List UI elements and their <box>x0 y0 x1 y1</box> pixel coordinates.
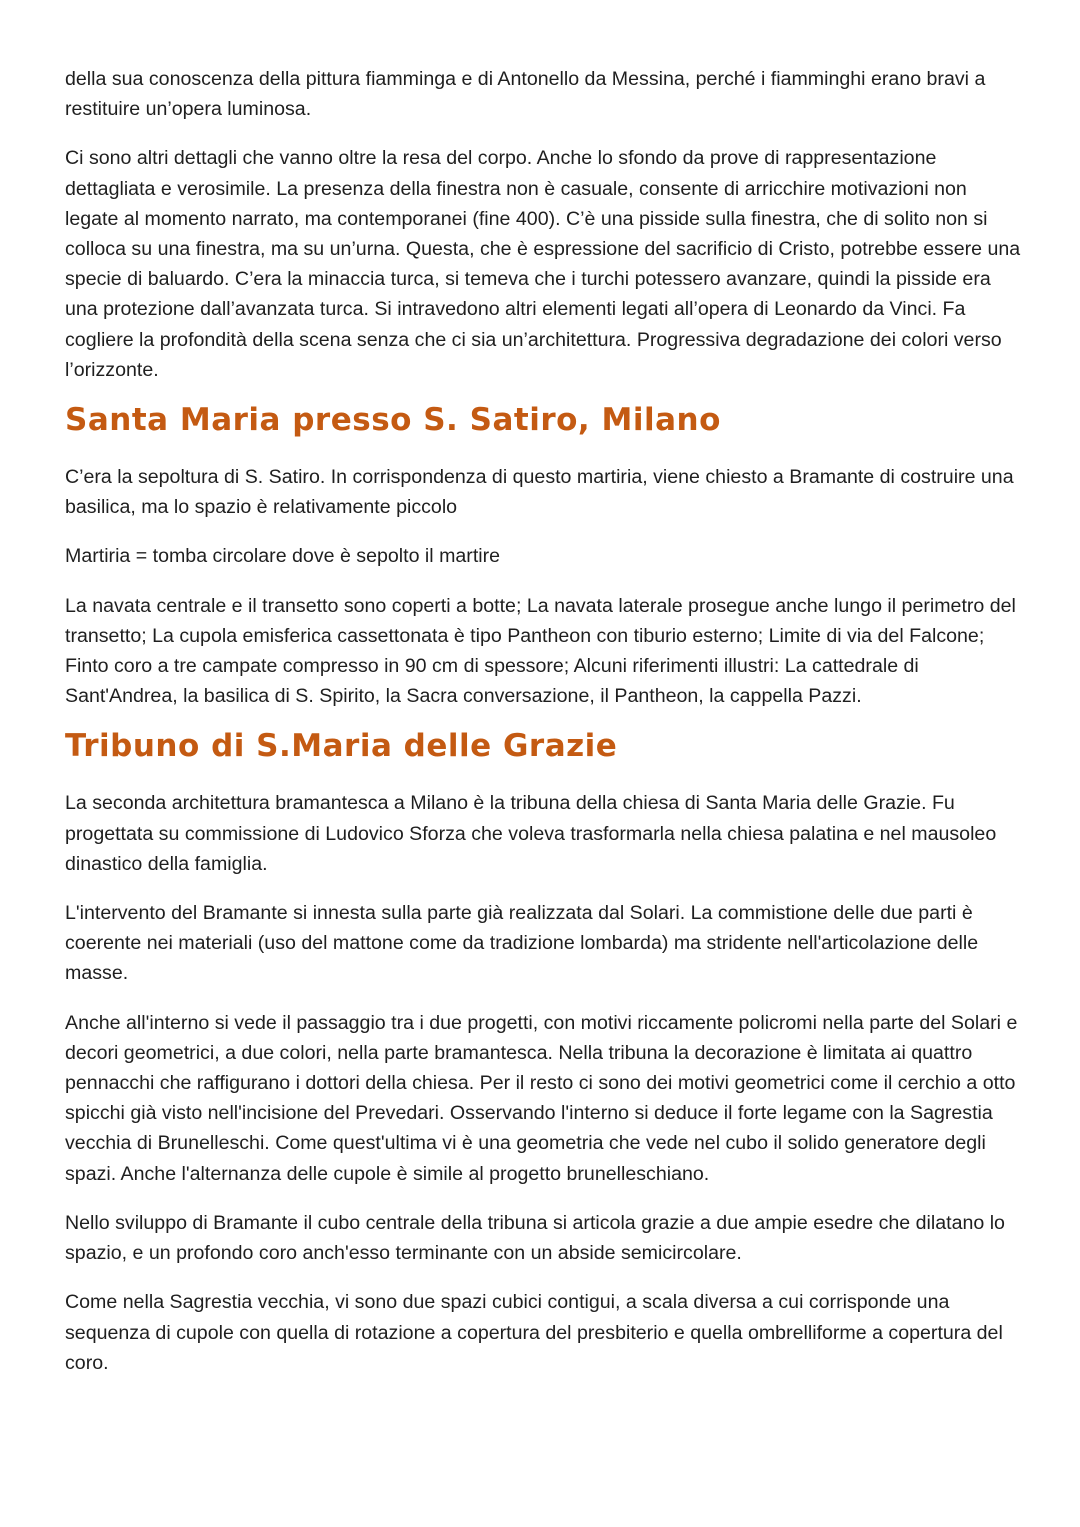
grazie-paragraph-5: Come nella Sagrestia vecchia, vi sono due spazi cubici contigui, a scala diversa a cui corrisponde una sequenza di cupole con quella di rotazione a copertura del presbiterio e quella ombrelliforme a copertura del coro. <box>65 1291 1003 1374</box>
document-page <box>65 64 1025 1397</box>
satiro-paragraph-2: Martiria = tomba circolare dove è sepolto il martire <box>65 545 501 568</box>
intro-paragraph-2: Ci sono altri dettagli che vanno oltre la resa del corpo. Anche lo sfondo da prove di rappresentazione dettagliata e verosimile. La presenza della finestra non è casuale, consente di arricchire motivazioni non legate al momento narrato, ma contemporanei (fine 400). C’è una pisside sulla finestra, che di solito non si colloca su una finestra, ma su un’urna. Questa, che è espressione del sacrificio di Cristo, potrebbe essere una specie di baluardo. C’era la minaccia turca, si temeva che i turchi potessero avanzare, quindi la pisside era una protezione dall’avanzata turca. Si intravedono altri elementi legati all’opera di Leonardo da Vinci. Fa cogliere la profondità della scena senza che ci sia un’architettura. Progressiva degradazione dei colori verso l’orizzonte. <box>65 147 1021 381</box>
satiro-paragraph-3: La navata centrale e il transetto sono coperti a botte; La navata laterale prosegue anche lungo il perimetro del transetto; La cupola emisferica cassettonata è tipo Pantheon con tiburio esterno; Limite di via del Falcone; Finto coro a tre campate compresso in 90 cm di spessore; Alcuni riferimenti illustri: La cattedrale di Sant'Andrea, la basilica di S. Spirito, la Sacra conversazione, il Pantheon, la cappella Pazzi. <box>65 594 1016 708</box>
satiro-paragraph-1: C’era la sepoltura di S. Satiro. In corrispondenza di questo martiria, viene chiesto a Bramante di costruire una basilica, ma lo spazio è relativamente piccolo <box>65 466 1014 519</box>
grazie-paragraph-4: Nello sviluppo di Bramante il cubo centrale della tribuna si articola grazie a due ampie esedre che dilatano lo spazio, e un profondo coro anch'esso terminante con un abside semicircolare. <box>65 1211 1005 1265</box>
section-heading-tribuno-s-maria-delle-grazie: Tribuno di S.Maria delle Grazie <box>65 728 618 765</box>
intro-paragraph-1: della sua conoscenza della pittura fiamminga e di Antonello da Messina, perché i fiamminghi erano bravi a restituire un’opera luminosa. <box>65 68 986 121</box>
section-heading-santa-maria-presso-s-satiro: Santa Maria presso S. Satiro, Milano <box>65 402 721 439</box>
grazie-paragraph-2: L'intervento del Bramante si innesta sulla parte già realizzata dal Solari. La commistione delle due parti è coerente nei materiali (uso del mattone come da tradizione lombarda) ma stridente nell'articolazione delle masse. <box>65 902 979 985</box>
grazie-paragraph-3: Anche all'interno si vede il passaggio tra i due progetti, con motivi riccamente policromi nella parte del Solari e decori geometrici, a due colori, nella parte bramantesca. Nella tribuna la decorazione è limitata ai quattro pennacchi che raffigurano i dottori della chiesa. Per il resto ci sono dei motivi geometrici come il cerchio a otto spicchi già visto nell'incisione del Prevedari. Osservando l'interno si deduce il forte legame con la Sagrestia vecchia di Brunelleschi. Come quest'ultima vi è una geometria che vede nel cubo il solido generatore degli spazi. Anche l'alternanza delle cupole è simile al progetto brunelleschiano. <box>65 1011 1018 1185</box>
grazie-paragraph-1: La seconda architettura bramantesca a Milano è la tribuna della chiesa di Santa Maria delle Grazie. Fu progettata su commissione di Ludovico Sforza che voleva trasformarla nella chiesa palatina e nel mausoleo dinastico della famiglia. <box>65 792 997 875</box>
